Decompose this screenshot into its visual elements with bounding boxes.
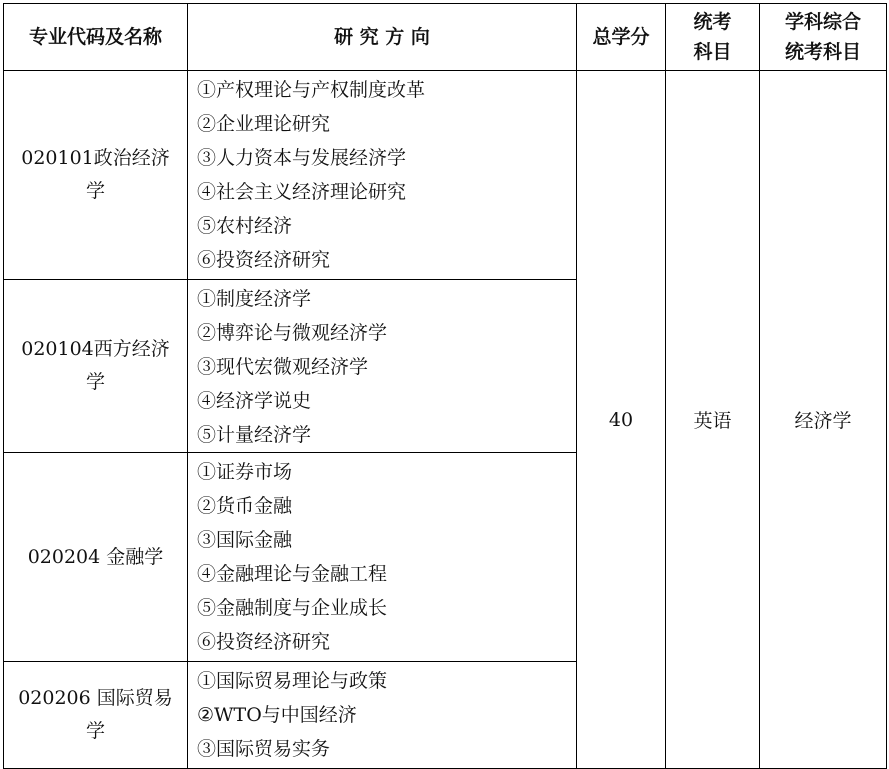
direction-item: ⑤计量经济学 [197,424,312,446]
direction-item: ⑤农村经济 [197,215,293,237]
credits-cell: 40 [577,71,666,769]
major-name-line: 020101政治经济 [21,147,170,169]
direction-item: ④社会主义经济理论研究 [197,181,407,203]
directions-cell [188,662,577,769]
header-row [4,4,887,71]
comprehensive-exam-cell: 经济学 [760,71,887,769]
direction-item: ⑥投资经济研究 [197,249,331,271]
major-name-cell [4,71,188,280]
major-row [4,71,887,280]
major-name-line: 学 [85,180,105,202]
header-unified-exam-line: 科目 [693,41,732,63]
direction-item: ①证券市场 [197,461,293,483]
major-name-cell [4,280,188,453]
major-name-line: 020206 国际贸易 [18,687,173,709]
direction-item: ④经济学说史 [197,390,312,412]
direction-item: ③国际贸易实务 [197,738,331,760]
direction-item: ③现代宏微观经济学 [197,356,369,378]
direction-item: ②货币金融 [197,495,293,517]
header-major: 专业代码及名称 [4,4,188,71]
header-credits: 总学分 [577,4,666,71]
major-name-line: 学 [85,720,105,742]
directions-cell [188,453,577,662]
header-comprehensive-exam-line: 学科综合 [784,11,861,33]
direction-item: ①制度经济学 [197,288,312,310]
major-name-cell [4,662,188,769]
directions-cell [188,280,577,453]
header-unified-exam [666,4,760,71]
directions-cell [188,71,577,280]
header-direction: 研 究 方 向 [188,4,577,71]
direction-item: ⑤金融制度与企业成长 [197,597,388,619]
major-name-line: 学 [85,371,105,393]
direction-item: ③国际金融 [197,529,293,551]
major-name-line: 020204 金融学 [27,545,164,568]
direction-item: ②WTO与中国经济 [197,704,357,726]
program-table [3,3,887,769]
direction-item: ①产权理论与产权制度改革 [197,79,426,101]
unified-exam-cell: 英语 [666,71,760,769]
major-name-line: 020104西方经济 [21,338,170,360]
direction-item: ⑥投资经济研究 [197,631,331,653]
direction-item: ④金融理论与金融工程 [197,563,388,585]
header-comprehensive-exam-line: 统考科目 [784,41,861,63]
direction-item: ②企业理论研究 [197,113,331,135]
direction-item: ②博弈论与微观经济学 [197,322,388,344]
direction-item: ①国际贸易理论与政策 [197,670,388,692]
direction-item: ③人力资本与发展经济学 [197,147,407,169]
header-comprehensive-exam [760,4,887,71]
header-unified-exam-line: 统考 [693,11,732,33]
major-name-cell [4,453,188,662]
